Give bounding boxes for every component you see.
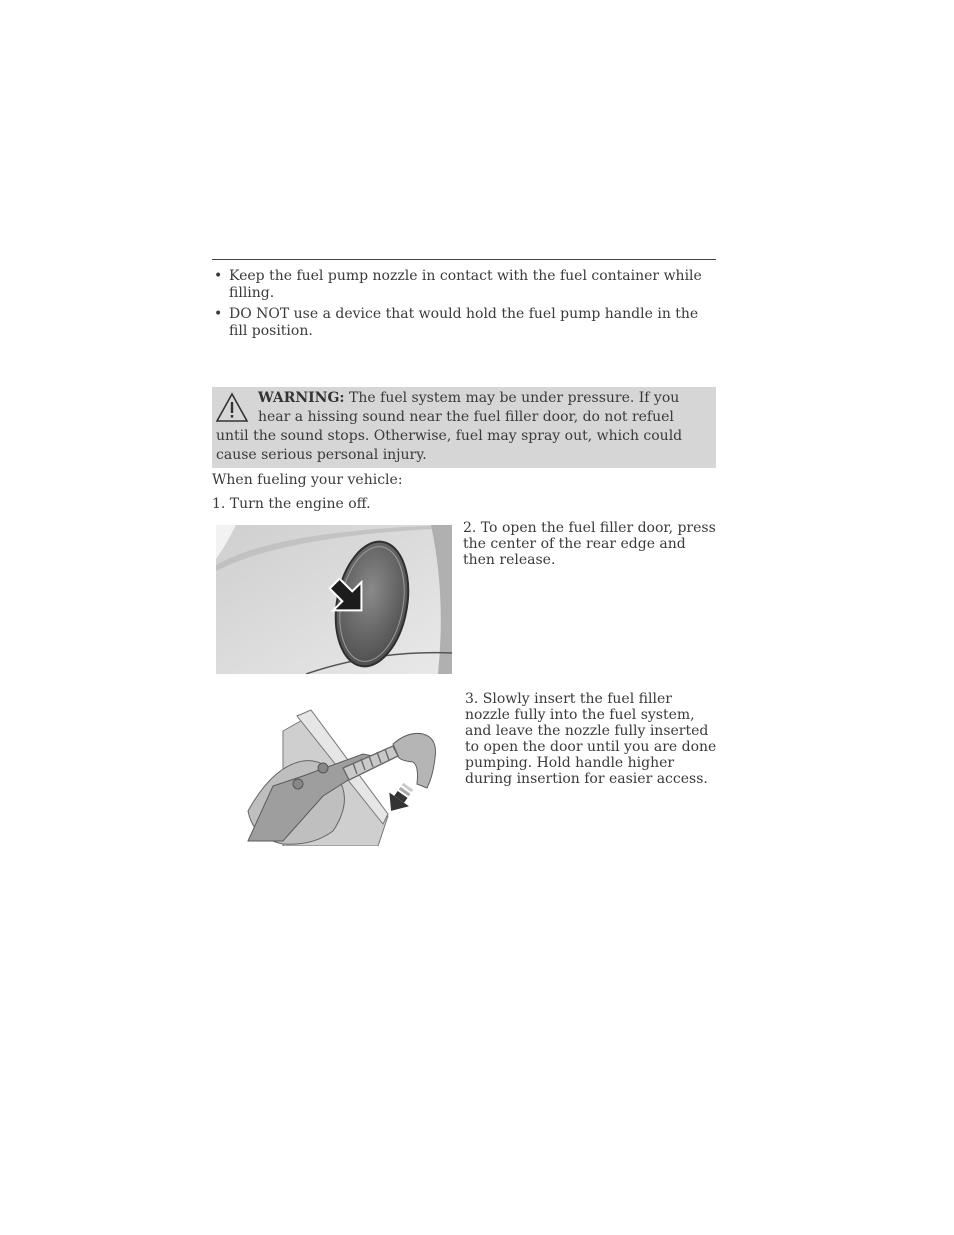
bullet-text: Keep the fuel pump nozzle in contact with the fuel container while filling. (229, 268, 702, 301)
top-rule (212, 259, 716, 260)
warning-triangle-icon (216, 392, 248, 424)
bullet-text: DO NOT use a device that would hold the fuel pump handle in the fill position. (229, 306, 699, 339)
bullet-dot: • (214, 306, 223, 322)
warning-box (212, 387, 716, 468)
bullet-item (212, 268, 716, 302)
fuel-door-illustration (216, 525, 452, 674)
bullet-item (212, 306, 716, 340)
intro-text: When fueling your vehicle: (212, 472, 403, 488)
step-3-text: 3. Slowly insert the fuel filler nozzle fully into the fuel system, and leave the nozzle fully inserted to open the door until you are done pumping. Hold handle higher during insertion for easier access. (465, 691, 717, 787)
warning-text: The fuel system may be under pressure. If you hear a hissing sound near the fuel filler door, do not refuel until the sound stops. Otherwise, fuel may spray out, which could cause serious personal injury. (216, 390, 683, 463)
step-2-text: 2. To open the fuel filler door, press the center of the rear edge and then release. (463, 520, 716, 568)
warning-label: WARNING: (258, 390, 345, 406)
bullet-dot: • (214, 268, 223, 284)
step-1-text: 1. Turn the engine off. (212, 496, 371, 512)
nozzle-insertion-illustration (243, 706, 439, 846)
bullet-list (212, 268, 716, 344)
